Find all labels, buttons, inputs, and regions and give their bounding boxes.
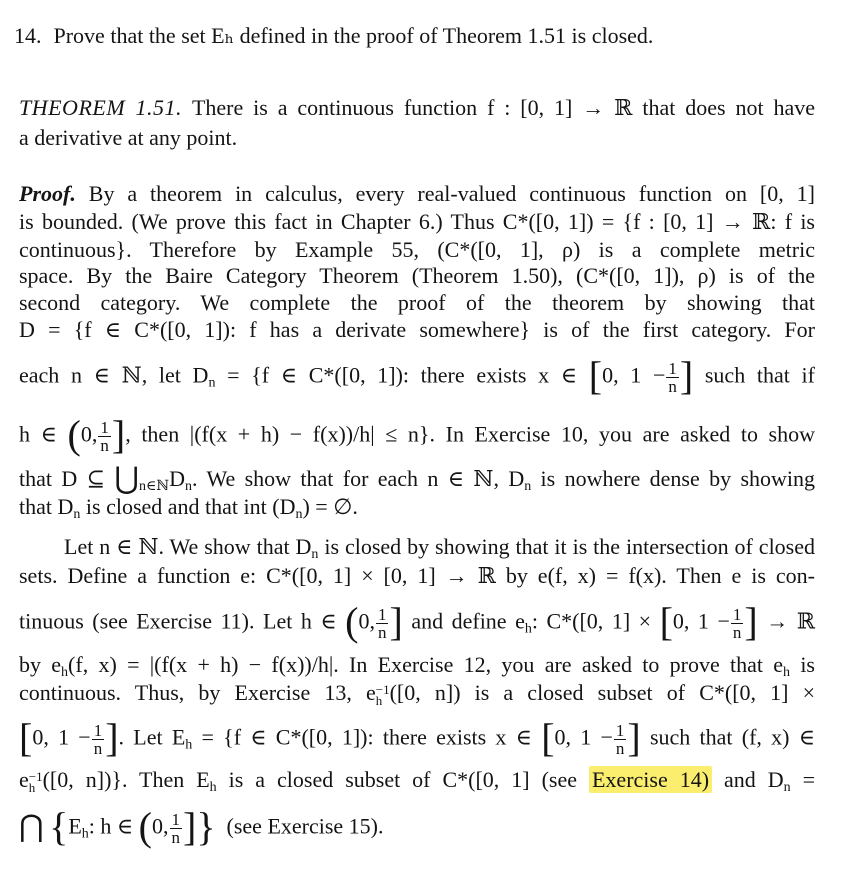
fraction-one-over-n: $\frac{1}{n}$ (93, 721, 103, 758)
highlighted-exercise-reference: Exercise 14) (589, 766, 712, 793)
theorem-line-2: a derivative at any point. (19, 125, 238, 150)
proof-line-1: Proof. By a theorem in calculus, every real-valued continuous function on [0, 1] (19, 181, 815, 206)
para2-line-3: tinuous (see Exercise 11). Let h ∈ (0, $\frac{1}{n}$ ] and define $e_h$: C*([0, 1] × [0, 1 − $\frac{1}{n}$ ] → ℝ (19, 598, 816, 644)
proof-line-10: that $D_n$ is closed and that int $(D_n)$ = ∅. (19, 494, 358, 522)
fraction-one-over-n: $\frac{1}{n}$ (171, 810, 180, 847)
para2-line-4: by $e_h(f$, x) = |(f(x + h) − f(x))/h|. In Exercise 12, you are asked to prove that $e_h$ is (19, 652, 815, 680)
proof-line-9: that D ⊆ $⋃_{n\in ℕ}D_n$. We show that for each n ∈ ℕ, $D_n$ is nowhere dense by showing (19, 461, 816, 495)
fraction-one-over-n: $\frac{1}{n}$ (377, 605, 387, 642)
para2-line-1: Let n ∈ ℕ. We show that $D_n$ is closed by showing that it is the intersection of closed (64, 534, 816, 562)
exercise-14-statement (14, 22, 714, 50)
fraction-one-over-n: $\frac{1}{n}$ (732, 605, 742, 642)
fraction-one-over-n: $\frac{1}{n}$ (668, 359, 677, 396)
fraction-one-over-n: $\frac{1}{n}$ (615, 721, 625, 758)
para2-line-2: sets. Define a function e: C*([0, 1] × [0, 1] → ℝ by e(f, x) = f(x). Then e is con- (19, 563, 815, 588)
para2-line-8: ⋂ {$E_h$: h ∈ (0, $\frac{1}{n}$ ]} (see Exercise 15). (19, 803, 384, 849)
proof-line-4: space. By the Baire Category Theorem (Theorem 1.50), (C*([0, 1]), ρ) is of the (19, 263, 815, 288)
intersection-symbol: ⋂ (19, 809, 44, 843)
proof-line-8: h ∈ (0, $\frac{1}{n}$ ], then |(f(x + h) − f(x))/h| ≤ n}. In Exercise 10, you are asked to show (19, 411, 816, 457)
proof-line-3: continuous}. Therefore by Example 55, (C*([0, 1], ρ) is a complete metric (19, 237, 815, 262)
theorem-line-1: THEOREM 1.51. There is a continuous function f : [0, 1] → ℝ that does not have (19, 95, 816, 120)
para2-line-7: e −1 h ([0, n])}. Then $E_h$ is a closed subset of C*([0, 1] (see Exercise 14) and $D_n$ = (19, 767, 816, 795)
para2-line-5: continuous. Thus, by Exercise 13, e −1 h ([0, n]) is a closed subset of C*([0, 1] × (19, 680, 815, 708)
proof-label: Proof. (19, 181, 76, 206)
exercise-number: 14. (14, 23, 42, 48)
union-symbol: ⋃ (114, 461, 139, 495)
fraction-one-over-n: $\frac{1}{n}$ (100, 418, 109, 455)
proof-line-2: is bounded. (We prove this fact in Chapter 6.) Thus C*([0, 1]) = {f : [0, 1] → ℝ: f is (19, 209, 815, 234)
para2-line-6: [0, 1 − $\frac{1}{n}$ ]. Let $E_h = \{f$ ∈ C*([0, 1]): there exists x ∈ [0, 1 − $\frac{1}{n}$ ] such that (f, x) ∈ (19, 714, 816, 760)
proof-line-6: D = {f ∈ C*([0, 1]): f has a derivate somewhere} is of the first category. For (19, 317, 815, 342)
exercise-text: Prove that the set Eₕ defined in the proof of Theorem 1.51 is closed. (53, 23, 654, 48)
proof-line-7: each n ∈ ℕ, let $D_n = \{f$ ∈ C*([0, 1]): there exists x ∈ [0, 1 − $\frac{1}{n}$ ] such that if (19, 352, 815, 398)
proof-line-5: second category. We complete the proof of the theorem by showing that (19, 290, 815, 315)
theorem-label: THEOREM 1.51. (19, 95, 183, 120)
